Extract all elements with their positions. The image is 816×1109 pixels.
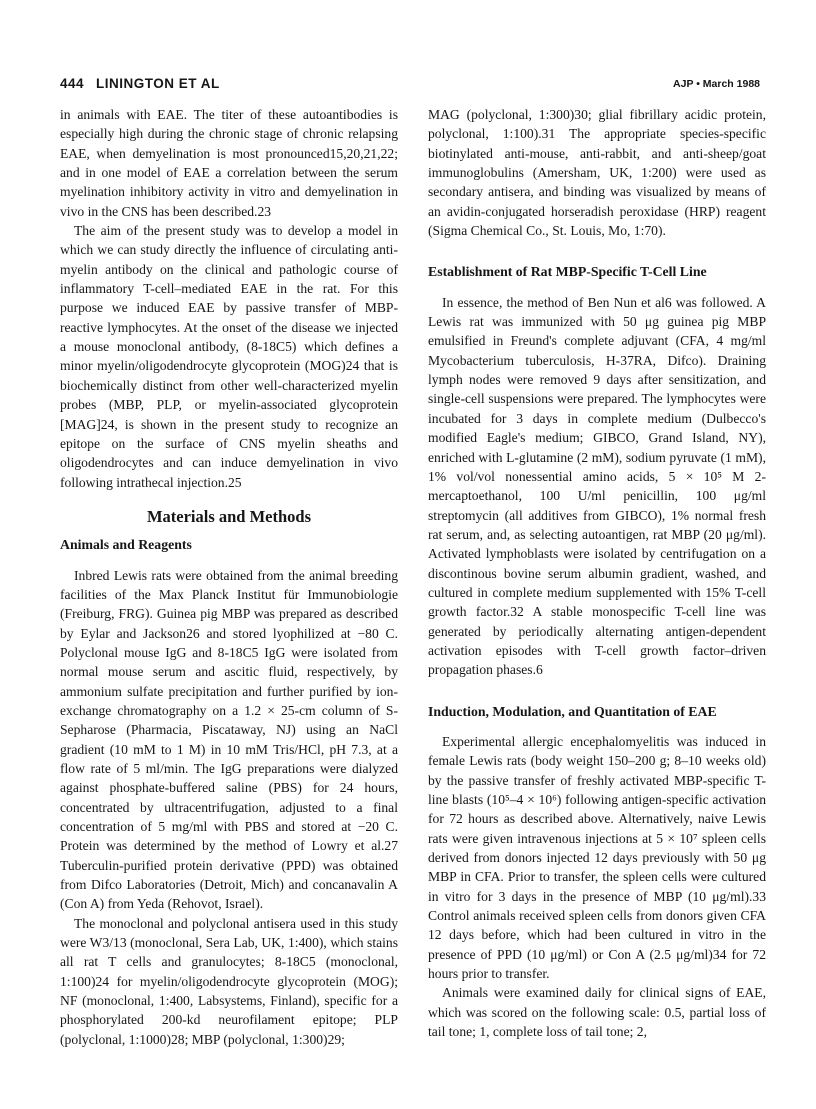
paragraph: MAG (polyclonal, 1:300)30; glial fibrillary acidic protein, polyclonal, 1:100).31 The appropriate species-specific biotinylated anti-mouse, anti-rabbit, and anti-sheep/goat immunoglobulins (Amersham, UK, 1:200) were used as secondary antisera, and binding was visualized by means of an avidin-conjugated horseradish peroxidase (HRP) reagent (Sigma Chemical Co., St. Louis, Mo, 1:70). bbox=[428, 107, 766, 239]
section-heading: Materials and Methods bbox=[146, 506, 312, 526]
paragraph: Inbred Lewis rats were obtained from the animal breeding facilities of the Max Planck Institut für Immunobiologie (Freiburg, FRG). Guinea pig MBP was prepared as described by Eylar and Jackson26 and stored lyophilized at −80 C. Polyclonal mouse IgG and 8-18C5 IgG were isolated from normal mouse serum and ascitic fluid, respectively, by ammonium sulfate precipitation and further purified by ion-exchange chromatography on a 1.2 × 25-cm column of S-Sepharose (Pharmacia, Piscataway, NJ) using an NaCl gradient (10 mM to 1 M) in 10 mM Tris/HCl, pH 7.3, at a flow rate of 5 ml/min. The IgG preparations were dialyzed against phosphate-buffered saline (PBS) for 24 hours, concentrated by ultracentrifugation, adjusted to a final concentration of 5 mg/ml with PBS and stored at −20 C. Protein was determined by the method of Lowry et al.27 Tuberculin-purified protein derivative (PPD) was obtained from Difco Laboratories (Detroit, Mich) and concanavalin A (Con A) from Yeda (Rehovot, Israel). bbox=[60, 567, 398, 912]
paragraph: The monoclonal and polyclonal antisera used in this study were W3/13 (monoclonal, Sera Lab, UK, 1:400), which stains all rat T cells and granulocytes; 8-18C5 (monoclonal, 1:100)24 for myelin/oligodendrocyte glycoprotein (MOG); NF (monoclonal, 1:400, Labsystems, Finland), specific for a phosphorylated 200-kd neurofilament epitope; PLP (polyclonal, 1:1000)28; MBP (polyclonal, 1:300)29; bbox=[60, 915, 398, 1047]
paragraph: in animals with EAE. The titer of these autoantibodies is especially high during the chronic stage of chronic relapsing EAE, when demyelination is most pronounced15,20,21,22; and in one model of EAE a correlation between the serum myelination inhibitory activity in vitro and demyelination in vivo in the CNS has been described.23 bbox=[60, 107, 398, 219]
subsection-heading: Establishment of Rat MBP-Specific T-Cell Line bbox=[428, 264, 707, 280]
running-authors: LININGTON ET AL bbox=[96, 76, 220, 91]
paragraph: The aim of the present study was to develop a model in which we can study directly the influence of circulating anti-myelin antibody on the clinical and pathologic course of inflammatory T-cell–mediated EAE in the rat. For this purpose we induced EAE by passive transfer of MBP-reactive lymphocytes. At the onset of the disease we injected a mouse monoclonal antibody, (8-18C5) which defines a minor myelin/oligodendrocyte glycoprotein (MOG)24 that is biochemically distinct from other well-characterized myelin probes (MBP, PLP, or myelin-associated glycoprotein [MAG]24, is shown in the present study to recognize an epitope on the surface of CNS myelin sheaths and oligodendrocytes and can induce demyelination in vivo following intrathecal injection.25 bbox=[60, 223, 398, 490]
paragraph: In essence, the method of Ben Nun et al6 was followed. A Lewis rat was immunized with 50 μg guinea pig MBP emulsified in Freund's complete adjuvant (CFA, 4 mg/ml Mycobacterium tuberculosis, H-37RA, Difco). Draining lymph nodes were removed 9 days after sensitization, and single-cell suspensions were prepared. The lymphocytes were incubated for 3 days in complete medium (Dulbecco's modified Eagle's medium; GIBCO, Grand Island, NY), enriched with L-glutamine (2 mM), sodium pyruvate (1 mM), 1% vol/vol nonessential amino acids, 5 × 10⁵ M 2-mercaptoethanol, 100 U/ml penicillin, 100 μg/ml streptomycin (all additives from GIBCO), 1% normal fresh rat serum, and, as selecting autoantigen, rat MBP (20 μg/ml). Activated lymphoblasts were isolated by centrifugation on a discontinous bovine serum albumin gradient, washed, and cultured in complete medium supplemented with 15% T-cell growth factor.32 A stable monospecific T-cell line was generated by periodically alternating antigen-dependent activation episodes with T-cell growth factor–driven propagation phases.6 bbox=[428, 294, 766, 678]
running-header bbox=[60, 76, 760, 96]
page-number: 444 bbox=[60, 76, 85, 91]
paragraph: Experimental allergic encephalomyelitis was induced in female Lewis rats (body weight 150–200 g; 8–10 weeks old) by the passive transfer of freshly activated MBP-specific T-line blasts (10⁵–4 × 10⁶) following antigen-specific activation for 72 hours as described above. Alternatively, naive Lewis rats were given intravenous injections at 5 × 10⁷ spleen cells derived from donors injected 12 days previously with 50 μg MBP in CFA. Prior to transfer, the spleen cells were cultured in vitro for 3 days in the presence of MBP (10 μg/ml).33 Control animals received spleen cells from donors given CFA 12 days before, which had been cultured in vitro in the presence of PPD (10 μg/ml) or Con A (2.5 μg/ml)34 for 72 hours prior to transfer. bbox=[428, 733, 766, 982]
right-column bbox=[428, 105, 766, 1041]
journal-issue: AJP • March 1988 bbox=[673, 78, 760, 90]
paragraph: Animals were examined daily for clinical signs of EAE, which was scored on the following scale: 0.5, partial loss of tail tone; 1, complete loss of tail tone; 2, bbox=[428, 985, 766, 1040]
subsection-heading: Animals and Reagents bbox=[60, 537, 192, 553]
subsection-heading: Induction, Modulation, and Quantitation of EAE bbox=[428, 703, 717, 719]
left-column bbox=[60, 105, 398, 1049]
header-left bbox=[60, 76, 220, 91]
